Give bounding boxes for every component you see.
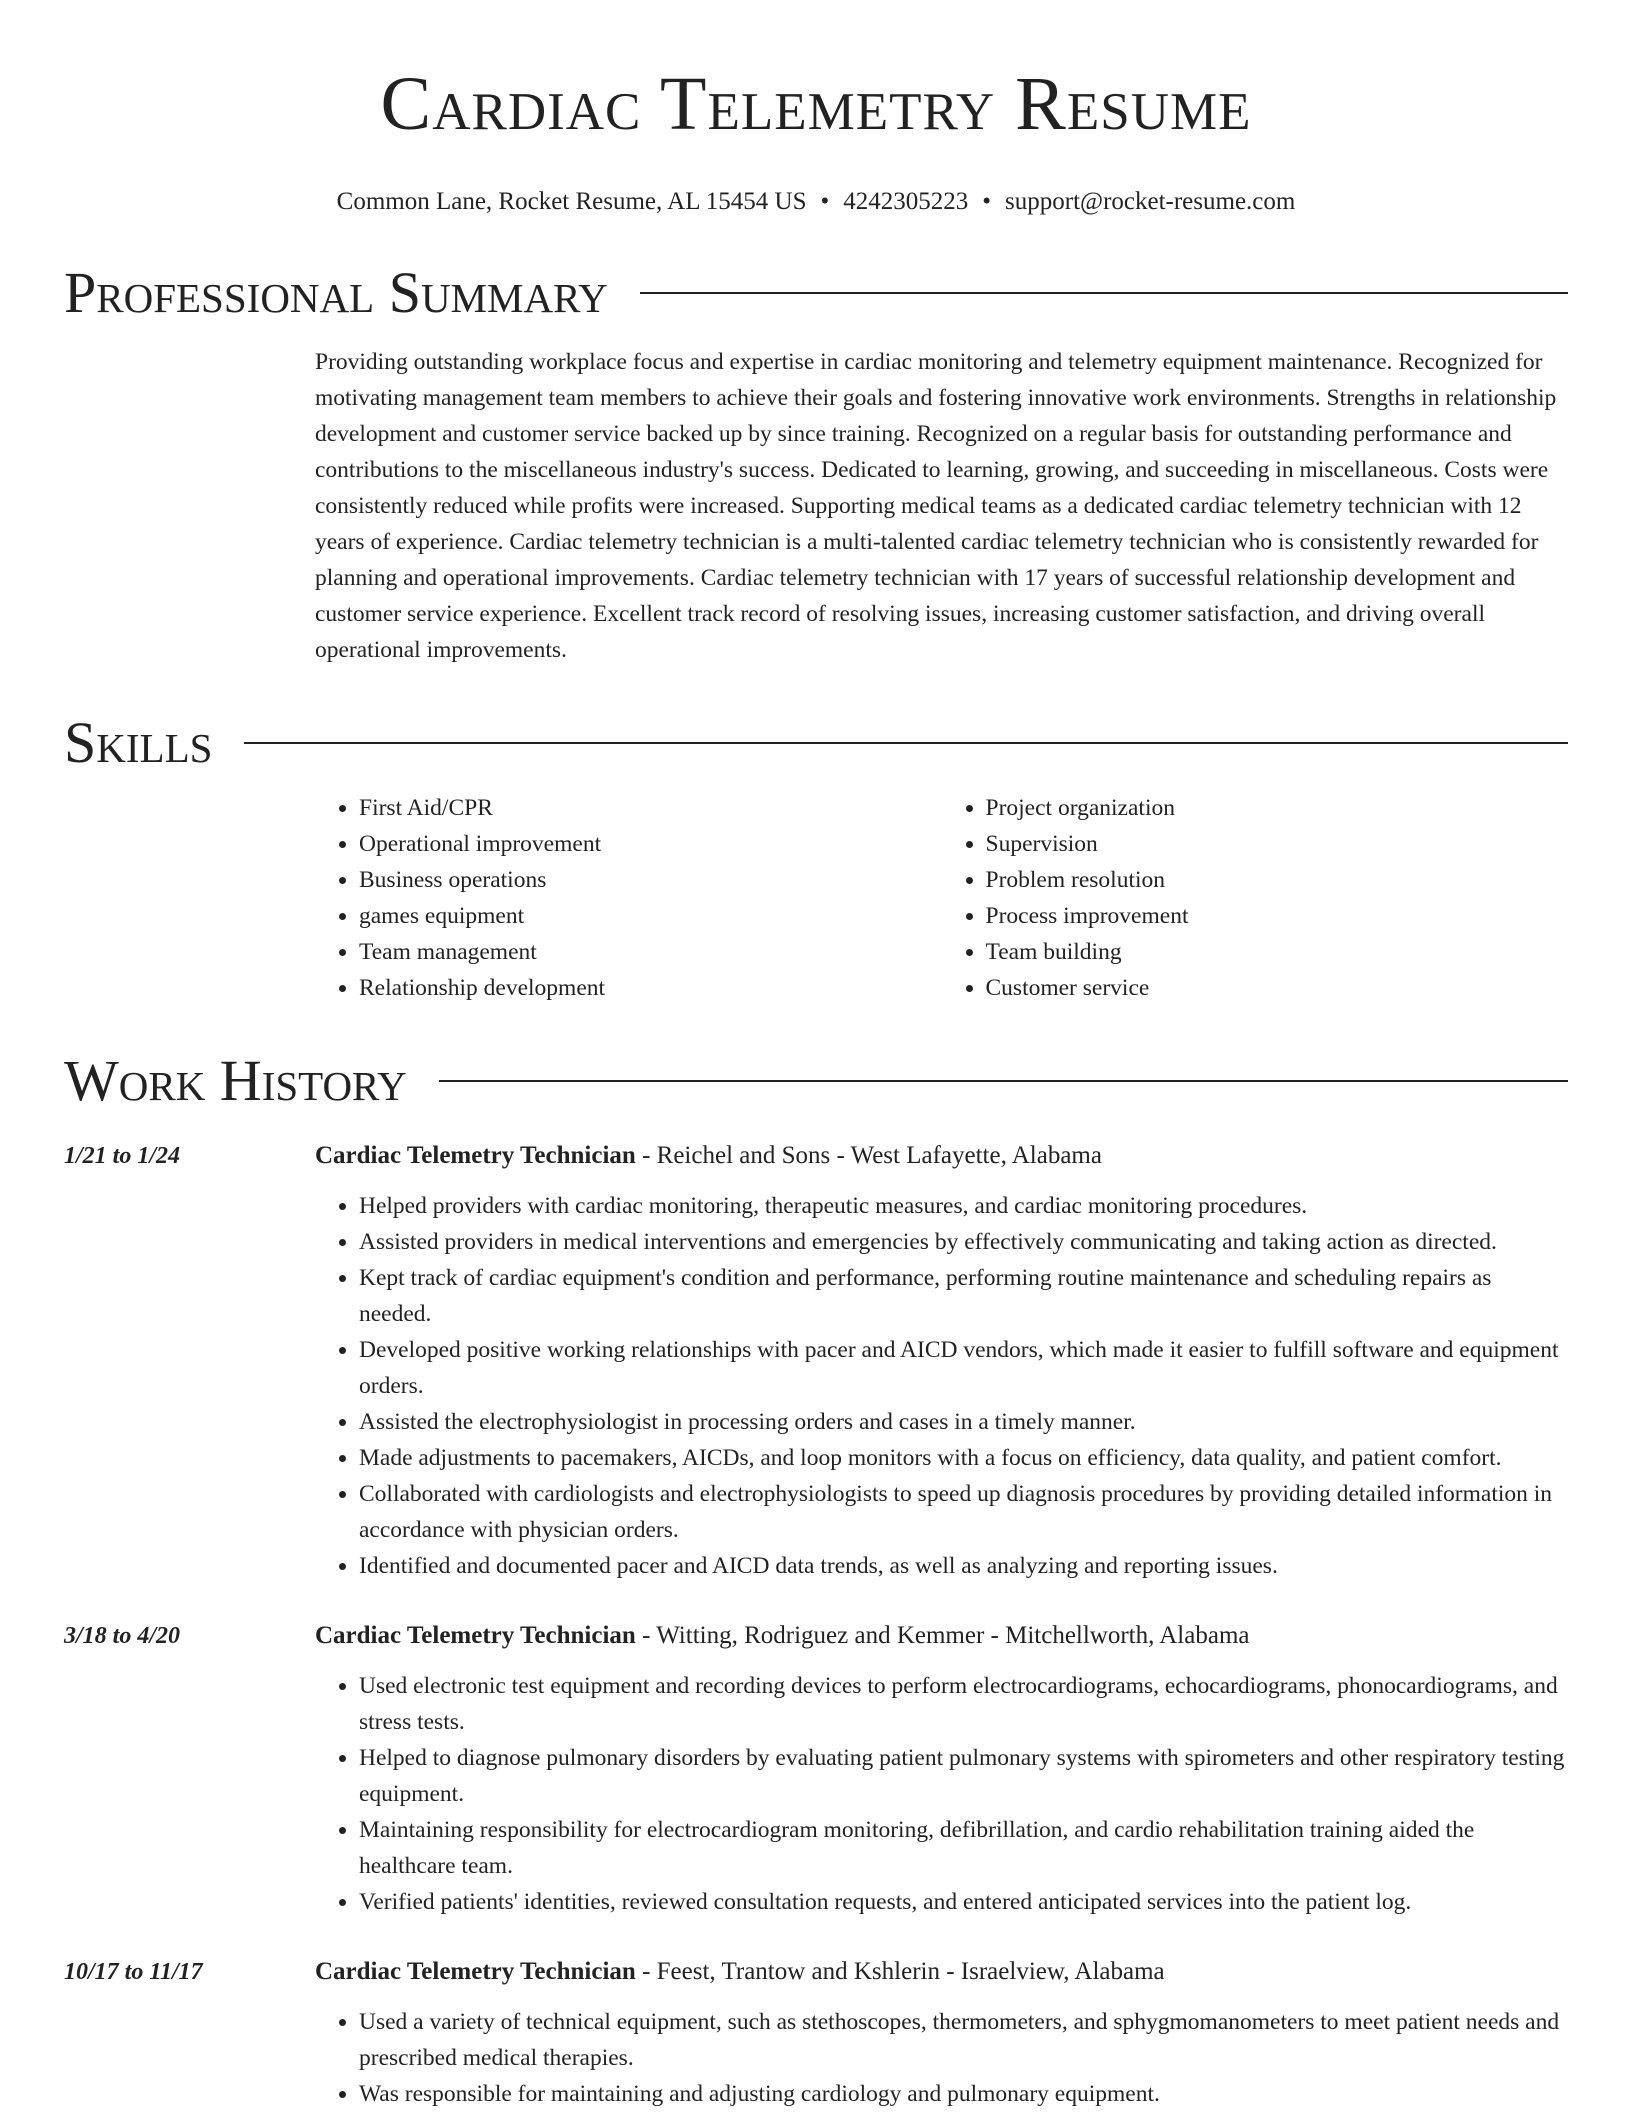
summary-text: Providing outstanding workplace focus and expertise in cardiac monitoring and telemetry equipment maintenance. Recognized for motivating management team members to achieve their goals and fostering innovative work environments. Strengths in relationship development and customer service backed up by since training. Recognized on a regular basis for outstanding performance and contributions to the miscellaneous industry's success. Dedicated to learning, growing, and succeeding in miscellaneous. Costs were consistently reduced while profits were increased. Supporting medical teams as a dedicated cardiac telemetry technician with 12 years of experience. Cardiac telemetry technician is a multi-talented cardiac telemetry technician who is consistently rewarded for planning and operational improvements. Cardiac telemetry technician with 17 years of successful relationship development and customer service experience. Excellent track record of resolving issues, increasing customer satisfaction, and driving overall operational improvements. bbox=[315, 349, 1557, 663]
skill-item: • games equipment bbox=[359, 898, 942, 934]
skill-item: • Operational improvement bbox=[359, 826, 942, 862]
job-bullet: • Helped providers with cardiac monitoring, therapeutic measures, and cardiac monitoring procedures. bbox=[359, 1188, 1568, 1224]
skills-list bbox=[315, 790, 1568, 1006]
skills-section-title: Skills bbox=[64, 710, 213, 775]
job-title: Cardiac Telemetry Technician bbox=[315, 1622, 636, 1649]
section-divider bbox=[244, 742, 1568, 744]
section-divider bbox=[439, 1080, 1568, 1082]
skills-column-right bbox=[942, 790, 1569, 1006]
job-heading bbox=[315, 1954, 1568, 1990]
skill-item: • Relationship development bbox=[359, 970, 942, 1006]
job-dates: 3/18 to 4/20 bbox=[64, 1623, 181, 1649]
summary-section-title: Professional Summary bbox=[64, 260, 608, 325]
contact-separator: • bbox=[820, 188, 830, 215]
job-bullet: • Collaborated with cardiologists and electrophysiologists to speed up diagnosis procedures by providing detailed information in accordance with physician orders. bbox=[359, 1476, 1568, 1548]
job-bullet: • Used electronic test equipment and recording devices to perform electrocardiograms, echocardiograms, phonocardiograms, and stress tests. bbox=[359, 1668, 1568, 1740]
job-entry bbox=[64, 1954, 1568, 2112]
job-bullet: • Maintaining responsibility for electrocardiogram monitoring, defibrillation, and cardio rehabilitation training aided the healthcare team. bbox=[359, 1812, 1568, 1884]
job-bullet: • Assisted providers in medical interventions and emergencies by effectively communicating and taking action as directed. bbox=[359, 1224, 1568, 1260]
skills-section-header bbox=[64, 708, 1568, 778]
contact-email: support@rocket-resume.com bbox=[1005, 188, 1296, 215]
job-body bbox=[315, 1954, 1568, 2112]
job-bullet: • Kept track of cardiac equipment's condition and performance, performing routine maintenance and scheduling repairs as needed. bbox=[359, 1260, 1568, 1332]
job-bullet: • Identified and documented pacer and AICD data trends, as well as analyzing and reporting issues. bbox=[359, 1548, 1568, 1584]
job-body bbox=[315, 1138, 1568, 1584]
job-title: Cardiac Telemetry Technician bbox=[315, 1958, 636, 1985]
job-bullet: • Helped to diagnose pulmonary disorders by evaluating patient pulmonary systems with spirometers and other respiratory testing equipment. bbox=[359, 1740, 1568, 1812]
job-bullet: • Used a variety of technical equipment, such as stethoscopes, thermometers, and sphygmomanometers to meet patient needs and prescribed medical therapies. bbox=[359, 2004, 1568, 2076]
job-employer: - Feest, Trantow and Kshlerin - Israelview, Alabama bbox=[635, 1958, 1165, 1985]
skill-item: • Business operations bbox=[359, 862, 942, 898]
job-body bbox=[315, 1618, 1568, 1920]
job-employer: - Reichel and Sons - West Lafayette, Alabama bbox=[635, 1142, 1102, 1169]
skill-item: • Customer service bbox=[986, 970, 1569, 1006]
job-entry bbox=[64, 1138, 1568, 1584]
summary-section-header bbox=[64, 258, 1568, 328]
skill-item: • Team management bbox=[359, 934, 942, 970]
job-bullets bbox=[315, 1668, 1568, 1920]
skill-item: • Supervision bbox=[986, 826, 1569, 862]
job-entry bbox=[64, 1618, 1568, 1920]
resume-name: Cardiac Telemetry Resume bbox=[380, 62, 1252, 146]
job-bullet: • Developed positive working relationships with pacer and AICD vendors, which made it easier to fulfill software and equipment orders. bbox=[359, 1332, 1568, 1404]
skill-item: • Problem resolution bbox=[986, 862, 1569, 898]
work-section-title: Work History bbox=[64, 1048, 407, 1113]
contact-phone: 4242305223 bbox=[843, 188, 969, 215]
job-bullet: • Made adjustments to pacemakers, AICDs, and loop monitors with a focus on efficiency, data quality, and patient comfort. bbox=[359, 1440, 1568, 1476]
job-bullets bbox=[315, 1188, 1568, 1584]
skill-item: • Process improvement bbox=[986, 898, 1569, 934]
job-dates: 10/17 to 11/17 bbox=[64, 1959, 203, 1985]
job-dates: 1/21 to 1/24 bbox=[64, 1143, 181, 1169]
job-title: Cardiac Telemetry Technician bbox=[315, 1142, 636, 1169]
skill-item: • Team building bbox=[986, 934, 1569, 970]
skill-item: • First Aid/CPR bbox=[359, 790, 942, 826]
contact-address: Common Lane, Rocket Resume, AL 15454 US bbox=[336, 188, 807, 215]
job-heading bbox=[315, 1138, 1568, 1174]
work-section-header bbox=[64, 1046, 1568, 1116]
skills-column-left bbox=[315, 790, 942, 1006]
job-bullet: • Verified patients' identities, reviewed consultation requests, and entered anticipated services into the patient log. bbox=[359, 1884, 1568, 1920]
job-employer: - Witting, Rodriguez and Kemmer - Mitchellworth, Alabama bbox=[635, 1622, 1250, 1649]
contact-separator: • bbox=[982, 188, 992, 215]
job-bullet: • Assisted the electrophysiologist in processing orders and cases in a timely manner. bbox=[359, 1404, 1568, 1440]
skill-item: • Project organization bbox=[986, 790, 1569, 826]
job-bullets bbox=[315, 2004, 1568, 2112]
job-bullet: • Was responsible for maintaining and adjusting cardiology and pulmonary equipment. bbox=[359, 2076, 1568, 2112]
job-heading bbox=[315, 1618, 1568, 1654]
contact-line bbox=[64, 186, 1568, 218]
section-divider bbox=[640, 292, 1568, 294]
